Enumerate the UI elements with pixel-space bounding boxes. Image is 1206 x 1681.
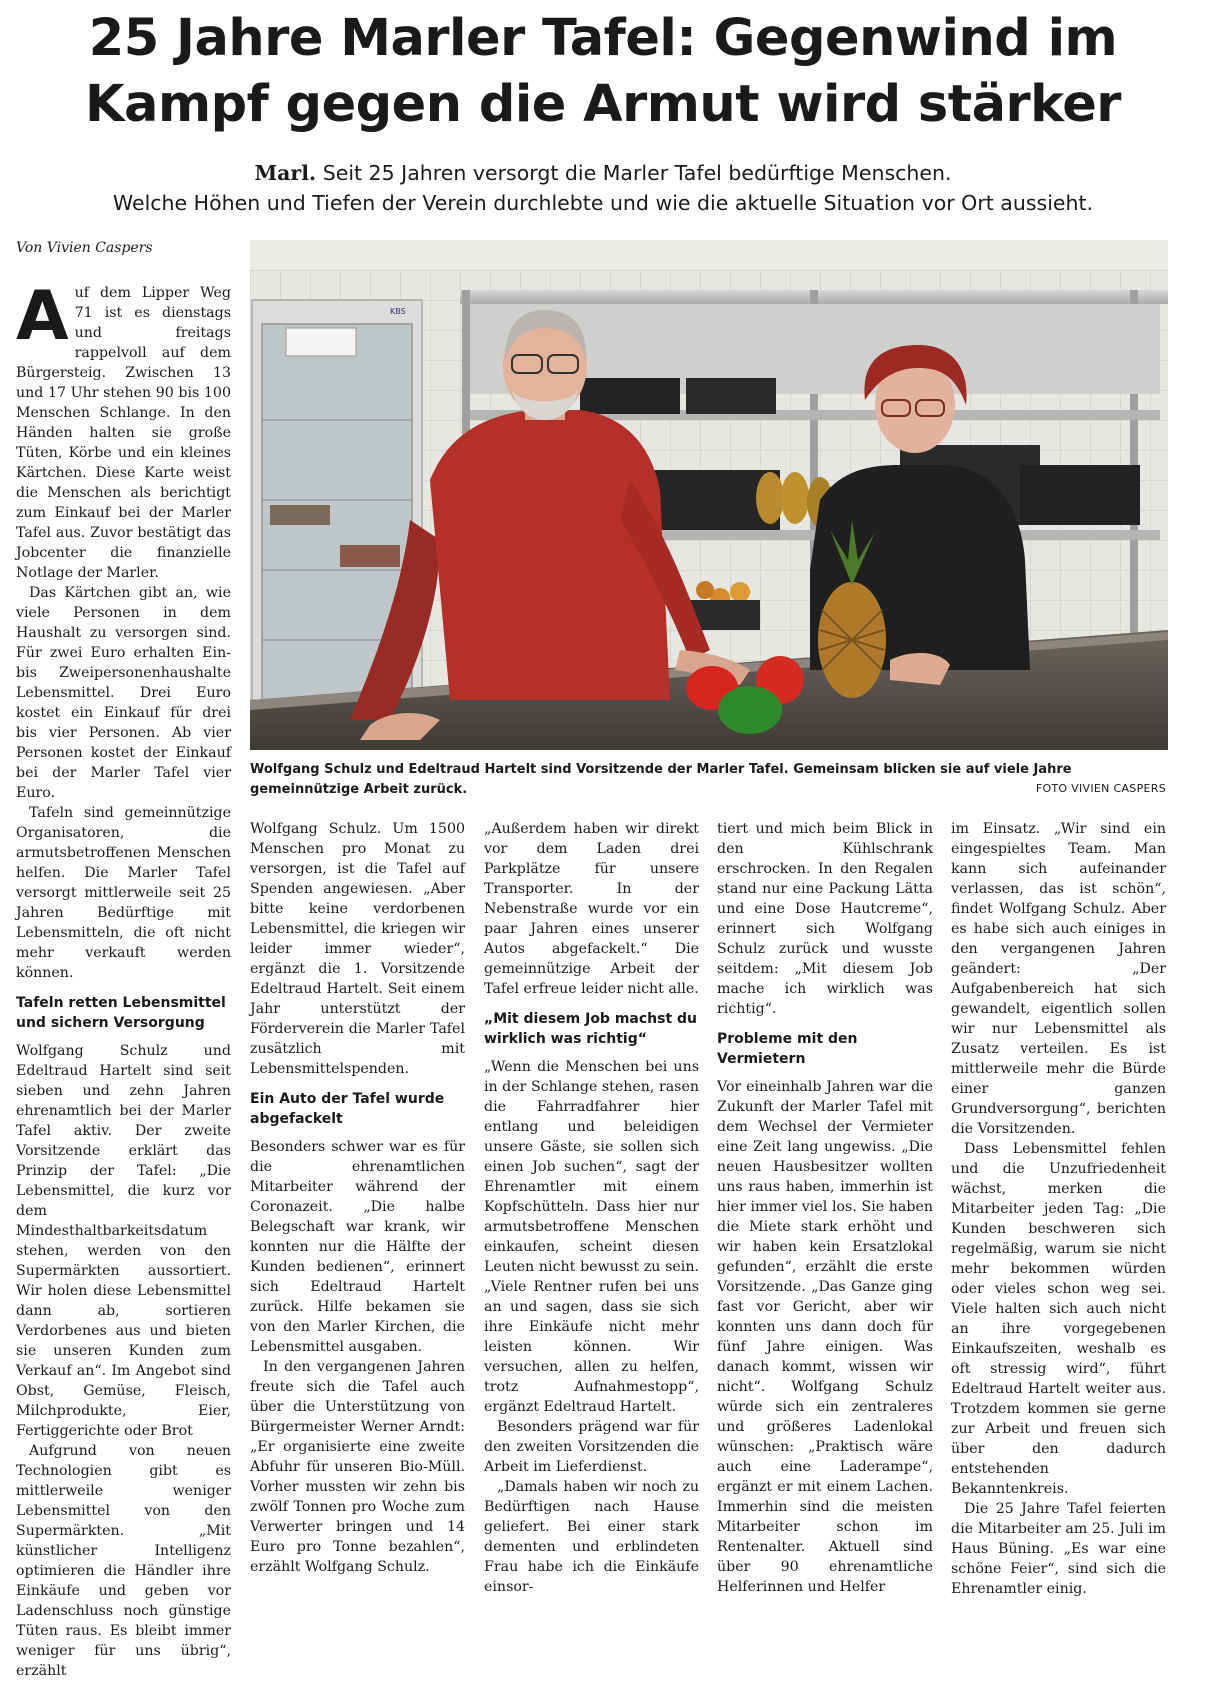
paragraph: Vor eineinhalb Jahren war die Zukunft der Marler Tafel mit dem Wechsel der Vermieter eine Zeit lang ungewiss. „Die neuen Hausbesitzer wollten uns raus haben, immerhin ist hier immer viel los. Sie haben die Miete stark erhöht und wir haben kein Ersatzlokal gefunden“, erzählt die erste Vorsitzende. „Das Ganze ging fast vor Gericht, aber wir konnten uns dann doch für fünf Jahre einigen. Was danach kommt, wissen wir nicht“. Wolfgang Schulz würde sich ein zentraleres und größeres Ladenlokal wünschen: „Praktisch wäre auch eine Laderampe“, ergänzt er mit einem Lachen. Immerhin sind die meisten Mitarbeiter schon im Rentenalter. Aktuell sind über 90 ehrenamtliche Helferinnen und Helfer	[717, 1079, 933, 1595]
lead-paragraph: Auf dem Lipper Weg 71 ist es dienstags und freitags rappelvoll auf dem Bürgersteig. Zwischen 13 und 17 Uhr stehen 90 bis 100 Menschen Schlange. In den Händen halten sie große Tüten, Körbe und ein kleines Kärtchen. Diese Karte weist die Menschen als berichtigt zum Einkauf bei der Marler Tafel aus. Zuvor bestätigt das Jobcenter die finanzielle Notlage der Marler.	[16, 277, 231, 581]
text-column-1	[16, 277, 231, 1681]
subhead-line-2: Welche Höhen und Tiefen der Verein durchlebte und wie die aktuelle Situation vor Ort aussieht.	[112, 191, 1094, 215]
section-heading: Tafeln retten Lebensmittel und sichern Versorgung	[16, 995, 226, 1031]
paragraph: im Einsatz. „Wir sind ein eingespieltes Team. Man kann sich aufeinander verlassen, das ist schön“, findet Wolfgang Schulz. Aber es habe sich auch einiges in den vergangenen Jahren geändert: „Der Aufgabenbereich hat sich gewandelt, eigentlich sollen wir nur Lebensmittel als Zusatz verteilen. Es ist mittlerweile mehr die Bürde einer ganzen Grundversorgung“, berichten die Vorsitzenden.	[951, 821, 1166, 1137]
paragraph: Das Kärtchen gibt an, wie viele Personen in dem Haushalt zu versorgen sind. Für zwei Euro erhalten Ein- bis Zweipersonenhaushalte Lebensmittel. Drei Euro kostet ein Einkauf für drei bis vier Personen. Ab vier Personen kostet der Einkauf bei der Marler Tafel vier Euro.	[16, 585, 231, 801]
paragraph: tiert und mich beim Blick in den Kühlschrank erschrocken. In den Regalen stand nur eine Packung Lätta und eine Dose Hautcreme“, erinnert sich Wolfgang Schulz zurück und wusste seitdem: „Mit diesem Job mache ich wirklich was richtig“.	[717, 821, 933, 1017]
text-column-4	[717, 819, 933, 1597]
photo-illustration	[250, 240, 1168, 750]
paragraph: In den vergangenen Jahren freute sich die Tafel auch über die Unterstützung von Bürgermeister Werner Arndt: „Er organisierte eine zweite Abfuhr für unseren Bio-Müll. Vorher mussten wir zehn bis zwölf Tonnen pro Woche zum Verwerter bringen und 14 Euro pro Tonne bezahlen“, erzählt Wolfgang Schulz.	[250, 1359, 465, 1575]
paragraph: Besonders schwer war es für die ehrenamtlichen Mitarbeiter während der Coronazeit. „Die halbe Belegschaft war krank, wir konnten nur die Hälfte der Kunden bedienen“, erinnert sich Edeltraud Hartelt zurück. Hilfe bekamen sie von den Marler Kirchen, die Lebensmittel ausgaben.	[250, 1139, 465, 1355]
section-heading: Ein Auto der Tafel wurde abgefackelt	[250, 1091, 445, 1127]
paragraph: Tafeln sind gemeinnützige Organisatoren, die armutsbetroffenen Menschen helfen. Die Marler Tafel versorgt mittlerweile seit 25 Jahren Bedürftige mit Lebensmitteln, die oft nicht mehr verkauft werden können.	[16, 805, 231, 981]
headline-line-2: Kampf gegen die Armut wird stärker	[85, 75, 1121, 134]
headline-line-1: 25 Jahre Marler Tafel: Gegenwind im	[88, 9, 1118, 68]
section-heading: Probleme mit den Vermietern	[717, 1031, 858, 1067]
photo-credit: FOTO VIVIEN CASPERS	[1035, 782, 1166, 795]
paragraph: Die 25 Jahre Tafel feierten die Mitarbeiter am 25. Juli im Haus Büning. „Es war eine schöne Feier“, sind sich die Ehrenamtler einig.	[951, 1501, 1166, 1597]
drop-cap: A	[16, 277, 69, 356]
fridge-brand-label: KBS	[390, 307, 406, 316]
paragraph: „Wenn die Menschen bei uns in der Schlange stehen, rasen die Fahrradfahrer hier entlang und beleidigen unsere Gäste, sie sollen sich einen Job suchen“, sagt der Ehrenamtler mit einem Kopfschütteln. Dass hier nur armutsbetroffene Menschen einkaufen, scheint diesen Leuten nicht bewusst zu sein. „Viele Rentner rufen bei uns an und sagen, dass sie sich ihre Einkäufe nicht mehr leisten können. Wir versuchen, allen zu helfen, trotz Aufnahmestopp“, ergänzt Edeltraud Hartelt.	[484, 1059, 700, 1415]
section-heading: „Mit diesem Job machst du wirklich was richtig“	[484, 1011, 698, 1047]
article-photo	[250, 240, 1168, 750]
paragraph: Dass Lebensmittel fehlen und die Unzufriedenheit wächst, merken die Mitarbeiter jeden Tag: „Die Kunden beschweren sich regelmäßig, warum sie nicht mehr bekommen würden oder vieles schon weg sei. Viele halten sich auch nicht an ihre vorgegebenen Einkaufszeiten, weshalb es oft stressig wird“, führt Edeltraud Hartelt weiter aus. Trotzdem kommen sie gerne zur Arbeit und freuen sich über den dadurch entstehenden Bekanntenkreis.	[951, 1141, 1166, 1497]
subheadline	[0, 158, 1206, 218]
dateline: Marl.	[254, 161, 317, 185]
headline	[0, 6, 1206, 138]
paragraph: Besonders prägend war für den zweiten Vorsitzenden die Arbeit im Lieferdienst.	[484, 1419, 699, 1475]
text-column-5	[951, 819, 1166, 1599]
paragraph: Aufgrund von neuen Technologien gibt es mittlerweile weniger Lebensmittel von den Supermärkten. „Mit künstlicher Intelligenz optimieren die Händler ihre Einkäufe und geben vor Ladenschluss noch günstige Tüten raus. Es bleibt immer weniger für uns übrig“, erzählt	[16, 1443, 231, 1679]
text-column-3	[484, 819, 699, 1597]
paragraph: Wolfgang Schulz. Um 1500 Menschen pro Monat zu versorgen, ist die Tafel auf Spenden angewiesen. „Aber bitte keine verdorbenen Lebensmittel, die kriegen wir leider immer wieder“, ergänzt die 1. Vorsitzende Edeltraud Hartelt. Seit einem Jahr unterstützt der Förderverein die Marler Tafel zusätzlich mit Lebensmittelspenden.	[250, 821, 465, 1077]
text-column-2	[250, 819, 465, 1577]
byline: Von Vivien Caspers	[16, 240, 153, 256]
subhead-line-1: Seit 25 Jahren versorgt die Marler Tafel bedürftige Menschen.	[322, 161, 952, 185]
paragraph: „Außerdem haben wir direkt vor dem Laden drei Parkplätze für unsere Transporter. In der Nebenstraße wurde vor ein paar Jahren eines unserer Autos abgefackelt.“ Die gemeinnützige Arbeit der Tafel erfreue leider nicht alle.	[484, 821, 699, 997]
photo-caption: Wolfgang Schulz und Edeltraud Hartelt sind Vorsitzende der Marler Tafel. Gemeinsam blicken sie auf viele Jahre gemeinnützige Arbeit zurück.	[250, 762, 1072, 797]
paragraph: „Damals haben wir noch zu Bedürftigen nach Hause geliefert. Bei einer stark dementen und erblindeten Frau habe ich die Einkäufe einsor-	[484, 1479, 699, 1595]
paragraph: Wolfgang Schulz und Edeltraud Hartelt sind seit sieben und zehn Jahren ehrenamtlich bei der Marler Tafel aktiv. Der zweite Vorsitzende erklärt das Prinzip der Tafel: „Die Lebensmittel, die kurz vor dem Mindesthaltbarkeitsdatum stehen, werden von den Supermärkten aussortiert. Wir holen diese Lebensmittel dann ab, sortieren Verdorbenes aus und bieten sie unseren Kunden zum Verkauf an“. Im Angebot sind Obst, Gemüse, Fleisch, Milchprodukte, Eier, Fertiggerichte oder Brot	[16, 1043, 231, 1439]
